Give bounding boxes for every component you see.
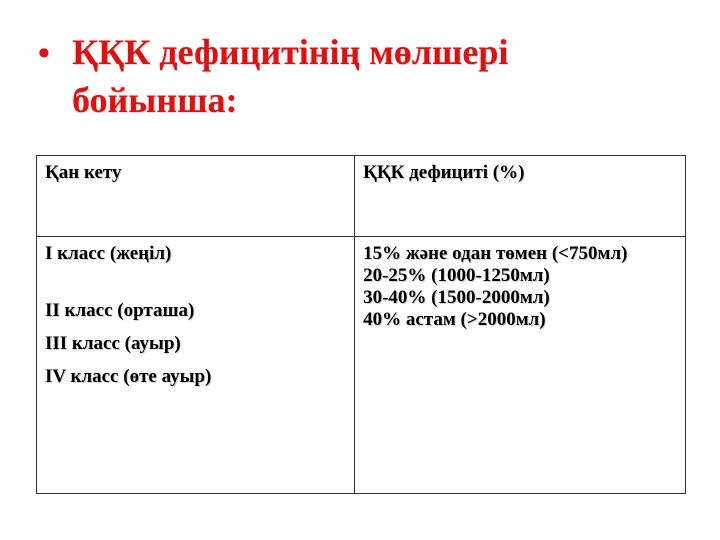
slide-title-block (38, 28, 678, 124)
header-blood-loss: Қан кету (45, 162, 122, 183)
hemorrhage-classification-table (36, 155, 686, 494)
header-deficit: ҚҚК дефициті (%) (363, 162, 525, 183)
deficit-item-4: 40% астам (>2000мл) (363, 309, 546, 330)
bullet-marker: • (38, 34, 50, 72)
class-item-2: II класс (орташа) (45, 300, 195, 321)
deficit-cell (355, 237, 686, 494)
class-item-1: I класс (жеңіл) (45, 243, 172, 264)
class-item-3: III класс (ауыр) (45, 333, 181, 354)
slide-title: ҚҚК дефицитінің мөлшері бойынша: (72, 32, 509, 120)
class-item-4: IV класс (өте ауыр) (45, 366, 212, 387)
deficit-item-1: 15% және одан төмен (<750мл) (363, 243, 628, 264)
deficit-item-2: 20-25% (1000-1250мл) (363, 265, 550, 286)
header-cell-blood-loss (37, 156, 355, 237)
deficit-item-3: 30-40% (1500-2000мл) (363, 287, 550, 308)
table-row (37, 237, 686, 494)
class-cell (37, 237, 355, 494)
table-header-row (37, 156, 686, 237)
header-cell-deficit (355, 156, 686, 237)
